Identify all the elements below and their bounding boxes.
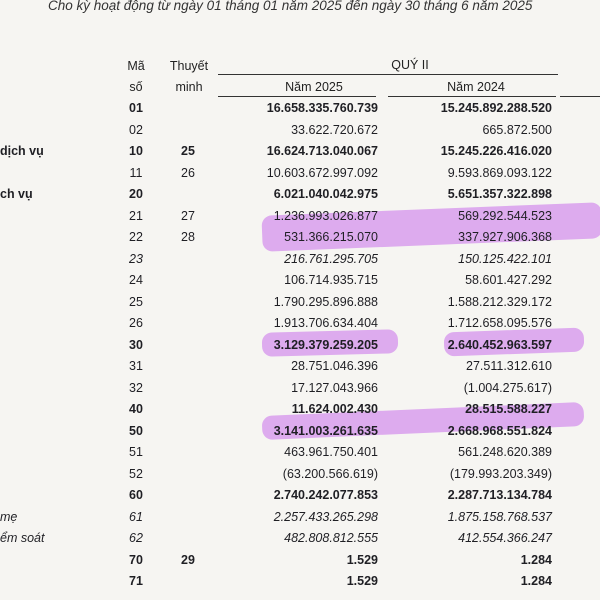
note-column-header bbox=[158, 56, 220, 98]
row-code: 23 bbox=[129, 251, 143, 266]
value-2024: 569.292.544.523 bbox=[458, 208, 552, 223]
value-2024: 1.284 bbox=[520, 552, 552, 567]
value-2025: 3.129.379.259.205 bbox=[273, 337, 378, 352]
table-row bbox=[0, 571, 600, 592]
row-code: 62 bbox=[129, 531, 143, 545]
code-header-line1: Mã bbox=[127, 59, 145, 73]
period-subtitle: Cho kỳ hoạt động từ ngày 01 tháng 01 năm 2025 đến ngày 30 tháng 6 năm 2025 bbox=[48, 0, 533, 13]
table-row bbox=[0, 378, 600, 399]
row-note: 29 bbox=[181, 552, 195, 567]
table-row bbox=[0, 421, 600, 442]
code-header-line2: số bbox=[129, 80, 143, 94]
row-code: 02 bbox=[129, 122, 143, 137]
table-row bbox=[0, 206, 600, 227]
table-row bbox=[0, 550, 600, 571]
value-2025: 1.790.295.896.888 bbox=[273, 294, 378, 309]
row-code: 10 bbox=[129, 144, 143, 158]
row-note: 27 bbox=[181, 208, 195, 223]
table-row bbox=[0, 98, 600, 119]
table-row bbox=[0, 399, 600, 420]
value-2025: 482.808.812.555 bbox=[284, 531, 378, 545]
row-code: 61 bbox=[129, 509, 143, 524]
table-row bbox=[0, 442, 600, 463]
row-code: 11 bbox=[129, 165, 143, 180]
quarter-underline bbox=[218, 74, 558, 75]
code-column-header bbox=[118, 56, 154, 98]
row-code: 60 bbox=[129, 488, 143, 502]
value-2024: 2.287.713.134.784 bbox=[447, 488, 552, 502]
row-code: 71 bbox=[129, 574, 143, 588]
value-2024: (1.004.275.617) bbox=[463, 380, 552, 395]
row-label: ch vụ bbox=[0, 187, 33, 201]
row-label: ểm soát bbox=[0, 531, 45, 545]
value-2025: 106.714.935.715 bbox=[284, 273, 378, 287]
value-2025: 463.961.750.401 bbox=[284, 445, 378, 459]
table-row bbox=[0, 227, 600, 248]
value-2024: 5.651.357.322.898 bbox=[447, 187, 552, 201]
value-2024: 337.927.906.368 bbox=[458, 230, 552, 244]
row-label: mẹ bbox=[0, 509, 18, 524]
row-code: 22 bbox=[129, 230, 143, 244]
value-2025: 28.751.046.396 bbox=[291, 359, 378, 373]
table-row bbox=[0, 120, 600, 141]
value-2024: 150.125.422.101 bbox=[458, 251, 552, 266]
row-note: 25 bbox=[181, 144, 195, 158]
value-2025: 16.624.713.040.067 bbox=[266, 144, 378, 158]
table-row bbox=[0, 507, 600, 528]
row-code: 20 bbox=[129, 187, 143, 201]
table-row bbox=[0, 141, 600, 162]
value-2025: 17.127.043.966 bbox=[291, 380, 378, 395]
row-label: dịch vụ bbox=[0, 144, 44, 158]
table-row bbox=[0, 356, 600, 377]
value-2025: 2.740.242.077.853 bbox=[273, 488, 378, 502]
value-2025: 3.141.003.261.635 bbox=[273, 423, 378, 438]
row-code: 31 bbox=[129, 359, 143, 373]
year-2024-header: Năm 2024 bbox=[447, 80, 505, 94]
row-note: 28 bbox=[181, 230, 195, 244]
table-row bbox=[0, 292, 600, 313]
value-2024: 412.554.366.247 bbox=[458, 531, 552, 545]
value-2024: 28.515.588.227 bbox=[465, 402, 552, 416]
table-row bbox=[0, 313, 600, 334]
value-2025: 1.236.993.026.877 bbox=[273, 208, 378, 223]
value-2024: 15.245.892.288.520 bbox=[440, 101, 552, 115]
row-code: 70 bbox=[129, 552, 143, 567]
table-row bbox=[0, 464, 600, 485]
value-2025: 10.603.672.997.092 bbox=[266, 165, 378, 180]
value-2025: 33.622.720.672 bbox=[291, 122, 378, 137]
note-header-line2: minh bbox=[175, 80, 203, 94]
value-2024: (179.993.203.349) bbox=[449, 466, 552, 481]
row-code: 01 bbox=[129, 101, 143, 115]
year-2025-underline bbox=[218, 96, 376, 97]
value-2024: 2.640.452.963.597 bbox=[447, 337, 552, 352]
row-code: 52 bbox=[129, 466, 143, 481]
row-code: 30 bbox=[129, 337, 143, 352]
value-2025: 11.624.002.430 bbox=[291, 402, 378, 416]
value-2024: 58.601.427.292 bbox=[465, 273, 552, 287]
table-row bbox=[0, 485, 600, 506]
row-code: 26 bbox=[129, 316, 143, 330]
value-2024: 561.248.620.389 bbox=[458, 445, 552, 459]
value-2024: 1.875.158.768.537 bbox=[447, 509, 552, 524]
table-row bbox=[0, 184, 600, 205]
row-code: 32 bbox=[129, 380, 143, 395]
value-2025: (63.200.566.619) bbox=[282, 466, 378, 481]
next-column-underline bbox=[560, 96, 600, 97]
value-2024: 1.284 bbox=[520, 574, 552, 588]
table-row bbox=[0, 270, 600, 291]
table-row bbox=[0, 528, 600, 549]
value-2025: 1.529 bbox=[346, 574, 378, 588]
value-2025: 216.761.295.705 bbox=[284, 251, 378, 266]
note-header-line1: Thuyết bbox=[169, 59, 209, 73]
row-code: 40 bbox=[129, 402, 143, 416]
table-row bbox=[0, 163, 600, 184]
value-2024: 2.668.968.551.824 bbox=[447, 423, 552, 438]
table-row bbox=[0, 249, 600, 270]
value-2024: 1.712.658.095.576 bbox=[447, 316, 552, 330]
row-code: 50 bbox=[129, 423, 143, 438]
value-2025: 2.257.433.265.298 bbox=[273, 509, 378, 524]
value-2024: 27.511.312.610 bbox=[466, 359, 552, 373]
value-2025: 1.529 bbox=[346, 552, 378, 567]
row-code: 51 bbox=[129, 445, 143, 459]
value-2024: 15.245.226.416.020 bbox=[440, 144, 552, 158]
row-code: 21 bbox=[129, 208, 143, 223]
table-row bbox=[0, 335, 600, 356]
year-2025-header: Năm 2025 bbox=[285, 80, 343, 94]
value-2024: 665.872.500 bbox=[482, 122, 552, 137]
value-2025: 6.021.040.042.975 bbox=[273, 187, 378, 201]
year-2024-underline bbox=[388, 96, 556, 97]
row-code: 24 bbox=[129, 273, 143, 287]
row-code: 25 bbox=[129, 294, 143, 309]
value-2024: 9.593.869.093.122 bbox=[447, 165, 552, 180]
row-note: 26 bbox=[181, 165, 195, 180]
value-2025: 1.913.706.634.404 bbox=[273, 316, 378, 330]
value-2025: 16.658.335.760.739 bbox=[266, 101, 378, 115]
value-2025: 531.366.215.070 bbox=[284, 230, 378, 244]
value-2024: 1.588.212.329.172 bbox=[447, 294, 552, 309]
quarter-header: QUÝ II bbox=[391, 58, 429, 72]
